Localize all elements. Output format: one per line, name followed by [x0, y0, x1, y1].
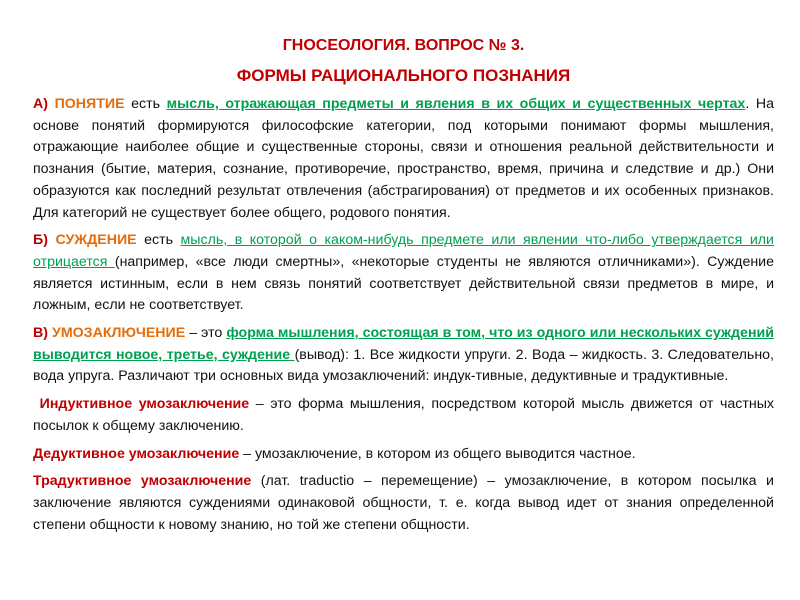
paragraph-deductive [33, 444, 774, 466]
paragraph-inference [33, 323, 774, 388]
definition-inference: форма мышления, состоящая в том, что из одного или нескольких суждений выводится новое, третье, суждение [33, 325, 774, 363]
connector-b: есть [144, 232, 174, 249]
body-traductive: (лат. traductio – перемещение) – умозаключение, в котором посылка и заключение являются суждениями одинаковой общности, т. е. когда вывод идет от знания определенной степени общности к новому знанию, но той же степени общности. [33, 473, 774, 533]
body-inductive: – это форма мышления, посредством которой мысль движется от частных посылок к общему заключению. [33, 396, 774, 434]
term-judgment: СУЖДЕНИЕ [55, 232, 137, 249]
body-deductive: – умозаключение, в котором из общего выводится частное. [239, 445, 636, 462]
definition-concept: мысль, отражающая предметы и явления в их общих и существенных чертах [166, 96, 746, 112]
marker-a: А) [33, 96, 48, 112]
marker-c: В) [33, 325, 48, 342]
definition-judgment: мысль, в которой о каком-нибудь предмете или явлении что-либо утверждается или отрицается [33, 232, 774, 270]
term-inductive: Индуктивное умозаключение [39, 396, 250, 413]
term-inference: УМОЗАКЛЮЧЕНИЕ [52, 325, 186, 342]
paragraph-concept [33, 94, 774, 224]
term-deductive: Дедуктивное умозаключение [33, 445, 240, 462]
slide-subtitle: ФОРМЫ РАЦИОНАЛЬНОГО ПОЗНАНИЯ [236, 66, 571, 85]
paragraph-inductive [33, 394, 774, 437]
body-judgment: (например, «все люди смертны», «некоторые студенты не являются отличниками»). Суждение является истинным, если в нем связь понятий соответствует действительной связи предметов в мире, и ложным, если не соответствует. [33, 253, 774, 314]
paragraph-traductive [33, 471, 774, 536]
connector-c: – это [189, 325, 223, 342]
marker-b: Б) [33, 232, 48, 249]
body-inference: (вывод): 1. Все жидкости упруги. 2. Вода – жидкость. 3. Следовательно, вода упруга. Различают три основных вида умозаключений: индук-тивные, дедуктивные и традуктивные. [33, 346, 774, 385]
slide-title: ГНОСЕОЛОГИЯ. ВОПРОС № 3. [282, 37, 525, 54]
body-concept: . На основе понятий формируются философские категории, под которыми понимают формы мышления, отражающие наиболее общие и существенные стороны, связи и отношения реальной действительности и познания (бытие, материя, сознание, противоречие, пространство, время, причина и следствие и др.) Они образуются как последний результат отвлечения (абстрагирования) от предметов и их особенных признаков. Для категорий не существует более общего, родового понятия. [33, 96, 774, 221]
connector-a: есть [131, 96, 161, 112]
term-concept: ПОНЯТИЕ [54, 96, 125, 112]
paragraph-judgment [33, 230, 774, 317]
term-traductive: Традуктивное умозаключение [33, 473, 252, 490]
